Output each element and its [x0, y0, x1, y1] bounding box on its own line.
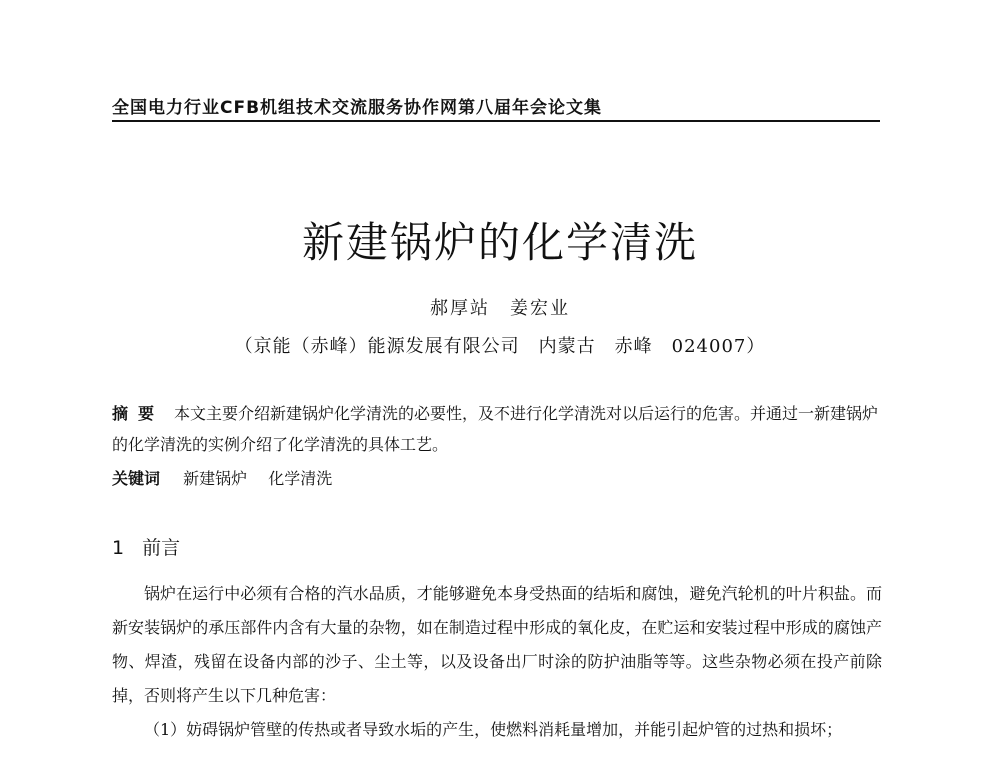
authors: 郝厚站 姜宏业: [430, 298, 570, 319]
section-number: 1: [112, 537, 125, 559]
abstract-text: 本文主要介绍新建锅炉化学清洗的必要性，及不进行化学清洗对以后运行的危害。并通过一新建锅炉的化学清洗的实例介绍了化学清洗的具体工艺。: [112, 404, 879, 454]
header-rule: [112, 120, 880, 122]
keyword: 化学清洗: [268, 469, 333, 488]
abstract: [112, 398, 882, 460]
paragraph: （1）妨碍锅炉管壁的传热或者导致水垢的产生，使燃料消耗量增加，并能引起炉管的过热和损坏；: [144, 720, 843, 739]
keyword: 新建锅炉: [183, 469, 248, 488]
section-title: 前言: [142, 537, 181, 559]
abstract-label: 摘要: [112, 404, 165, 423]
paper-title: 新建锅炉的化学清洗: [301, 218, 698, 267]
body-text: [112, 577, 882, 747]
affiliation: （京能（赤峰）能源发展有限公司 内蒙古 赤峰 024007）: [234, 336, 766, 357]
keywords-label: 关键词: [112, 469, 161, 488]
section-heading: [112, 533, 180, 560]
paragraph: 锅炉在运行中必须有合格的汽水品质，才能够避免本身受热面的结垢和腐蚀，避免汽轮机的叶片积盐。而新安装锅炉的承压部件内含有大量的杂物，如在制造过程中形成的氧化皮，在贮运和安装过程中形成的腐蚀产物、焊渣，残留在设备内部的沙子、尘土等，以及设备出厂时涂的防护油脂等等。这些杂物必须在投产前除掉，否则将产生以下几种危害：: [112, 584, 882, 705]
running-header: 全国电力行业CFB机组技术交流服务协作网第八届年会论文集: [112, 98, 603, 118]
keywords: [112, 466, 882, 489]
